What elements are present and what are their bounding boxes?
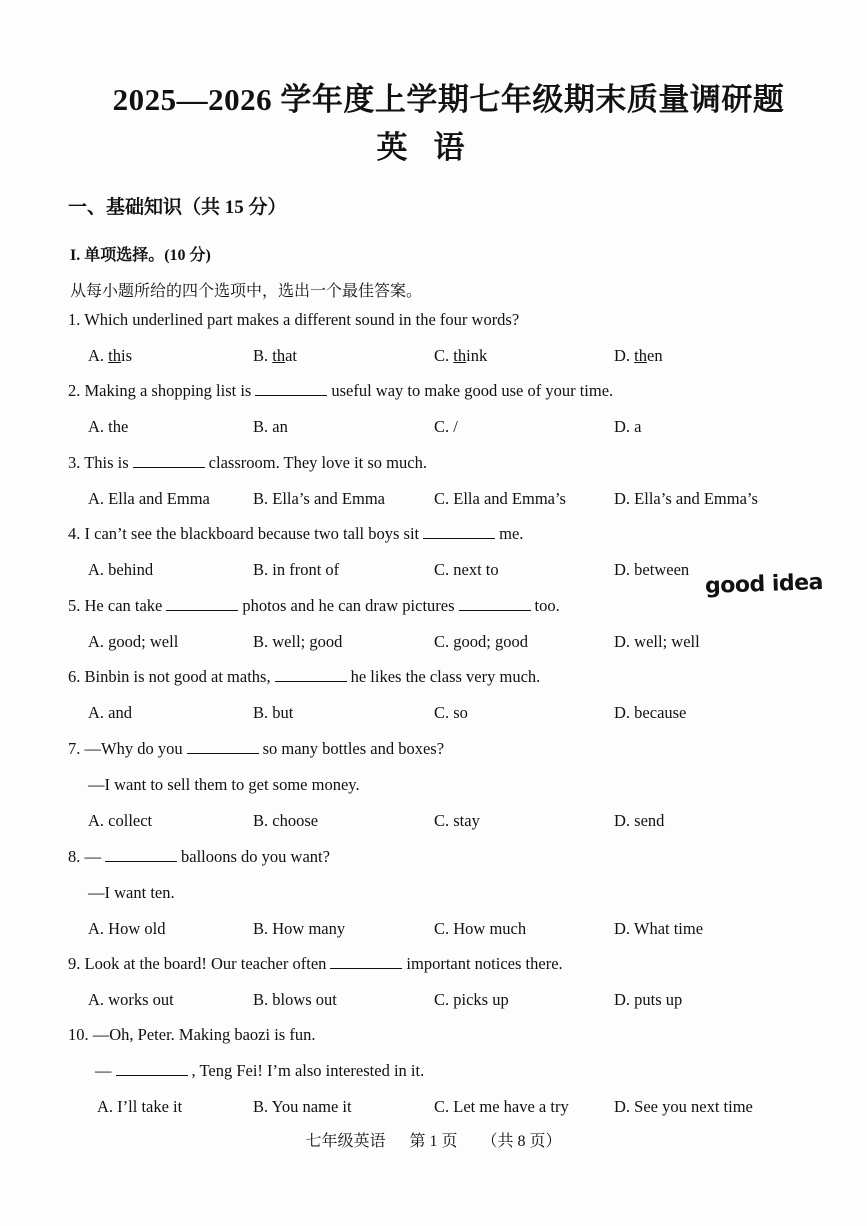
question-text: This is [84, 453, 129, 472]
answer-blank[interactable] [459, 598, 531, 611]
question-number: 3. [68, 453, 81, 472]
question-1 [68, 310, 519, 330]
option-a[interactable]: A. works out [88, 990, 174, 1009]
question-text: —Why do you [84, 739, 183, 758]
answer-blank[interactable] [105, 849, 177, 862]
question-number: 5. [68, 596, 81, 615]
answer-blank[interactable] [187, 741, 259, 754]
question-7-reply: —I want to sell them to get some money. [88, 775, 360, 794]
question-text: me. [499, 524, 524, 543]
footer-total: （共 8 页） [481, 1133, 562, 1150]
question-2 [68, 381, 613, 401]
question-text: balloons do you want? [181, 847, 330, 866]
option-b[interactable]: B. How many [253, 919, 346, 938]
option-d[interactable]: D. a [614, 417, 642, 436]
question-text: I can’t see the blackboard because two tall boys sit [84, 524, 420, 543]
question-6 [68, 667, 540, 687]
section-heading: 一、基础知识（共 15 分） [68, 197, 287, 218]
option-a[interactable]: A. good; well [88, 632, 179, 651]
option-c[interactable]: C. think [434, 346, 488, 365]
question-text: he likes the class very much. [350, 667, 541, 686]
option-c[interactable]: C. Let me have a try [434, 1097, 569, 1116]
question-number: 10. [68, 1025, 89, 1044]
option-d[interactable]: D. between [614, 560, 690, 579]
page-footer [0, 1128, 867, 1151]
subject-title: 英语 [376, 130, 491, 165]
option-a[interactable]: A. I’ll take it [97, 1097, 183, 1116]
question-number: 2. [68, 381, 81, 400]
question-text: too. [534, 596, 560, 615]
question-text: , Teng Fei! I’m also interested in it. [191, 1061, 425, 1080]
option-a[interactable]: A. behind [88, 560, 154, 579]
footer-page: 第 1 页 [409, 1133, 458, 1150]
answer-blank[interactable] [133, 455, 205, 468]
option-c[interactable]: C. so [434, 703, 468, 722]
option-d[interactable]: D. send [614, 811, 665, 830]
option-a[interactable]: A. How old [88, 919, 166, 938]
option-d[interactable]: D. because [614, 703, 687, 722]
option-c[interactable]: C. Ella and Emma’s [434, 489, 566, 508]
question-text: Making a shopping list is [84, 381, 252, 400]
option-c[interactable]: C. stay [434, 811, 480, 830]
question-text: useful way to make good use of your time. [331, 381, 614, 400]
answer-blank[interactable] [166, 598, 238, 611]
option-b[interactable]: B. that [253, 346, 298, 365]
question-text: — [84, 847, 101, 866]
answer-blank[interactable] [116, 1063, 188, 1076]
option-b[interactable]: B. You name it [253, 1097, 352, 1116]
question-text: He can take [84, 596, 163, 615]
question-text: —Oh, Peter. Making baozi is fun. [92, 1025, 316, 1044]
option-d[interactable]: D. What time [614, 919, 704, 938]
question-10 [68, 1025, 315, 1045]
question-number: 7. [68, 739, 81, 758]
option-a[interactable]: A. Ella and Emma [88, 489, 210, 508]
option-c[interactable]: C. How much [434, 919, 527, 938]
question-number: 9. [68, 954, 81, 973]
question-text: so many bottles and boxes? [262, 739, 445, 758]
option-b[interactable]: B. but [253, 703, 294, 722]
option-c[interactable]: C. good; good [434, 632, 528, 651]
option-d[interactable]: D. well; well [614, 632, 700, 651]
option-a[interactable]: A. this [88, 346, 133, 365]
question-text: Which underlined part makes a different sound in the four words? [84, 310, 520, 329]
question-text: photos and he can draw pictures [242, 596, 455, 615]
handwritten-note: good idea [704, 569, 824, 600]
question-9 [68, 954, 563, 974]
instruction-text: 从每小题所给的四个选项中，选出一个最佳答案。 [70, 283, 423, 300]
answer-blank[interactable] [275, 669, 347, 682]
option-a[interactable]: A. the [88, 417, 129, 436]
option-b[interactable]: B. blows out [253, 990, 337, 1009]
option-b[interactable]: B. well; good [253, 632, 343, 651]
option-d[interactable]: D. puts up [614, 990, 683, 1009]
option-c[interactable]: C. next to [434, 560, 499, 579]
option-d[interactable]: D. Ella’s and Emma’s [614, 489, 758, 508]
question-text: classroom. They love it so much. [208, 453, 427, 472]
option-d[interactable]: D. See you next time [614, 1097, 753, 1116]
part-heading: I. 单项选择。(10 分) [70, 247, 211, 264]
option-b[interactable]: B. an [253, 417, 288, 436]
option-b[interactable]: B. in front of [253, 560, 340, 579]
question-8-reply: —I want ten. [88, 883, 175, 902]
question-text: important notices there. [406, 954, 563, 973]
answer-blank[interactable] [330, 956, 402, 969]
question-text: Binbin is not good at maths, [84, 667, 271, 686]
question-number: 1. [68, 310, 81, 329]
footer-course: 七年级英语 [305, 1133, 386, 1150]
question-3 [68, 453, 427, 473]
question-8 [68, 847, 330, 867]
question-text: — [95, 1061, 112, 1080]
question-text: Look at the board! Our teacher often [84, 954, 327, 973]
question-number: 6. [68, 667, 81, 686]
question-5 [68, 596, 560, 616]
option-a[interactable]: A. collect [88, 811, 153, 830]
answer-blank[interactable] [255, 383, 327, 396]
option-c[interactable]: C. / [434, 417, 458, 436]
answer-blank[interactable] [423, 526, 495, 539]
question-number: 4. [68, 524, 81, 543]
question-4 [68, 524, 523, 544]
exam-title: 2025—2026 学年度上学期七年级期末质量调研题 [112, 82, 785, 117]
option-b[interactable]: B. choose [253, 811, 319, 830]
question-number: 8. [68, 847, 81, 866]
option-c[interactable]: C. picks up [434, 990, 509, 1009]
option-a[interactable]: A. and [88, 703, 132, 722]
option-b[interactable]: B. Ella’s and Emma [253, 489, 385, 508]
question-10-reply [95, 1061, 424, 1081]
question-7 [68, 739, 444, 759]
option-d[interactable]: D. then [614, 346, 663, 365]
